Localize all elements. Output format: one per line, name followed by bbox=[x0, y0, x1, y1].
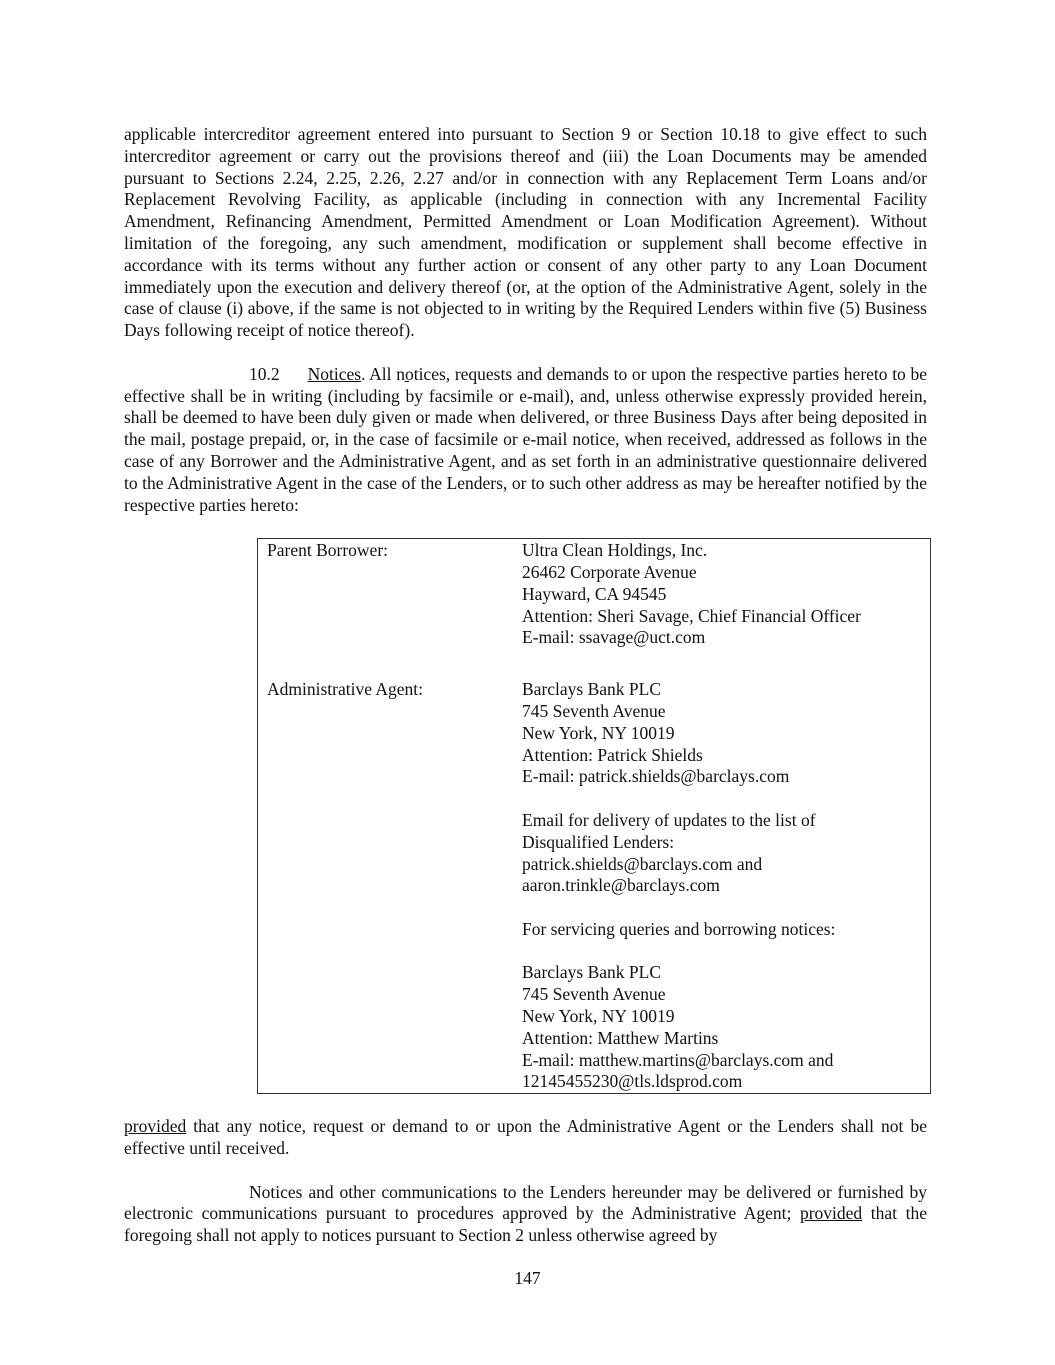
address-line: Barclays Bank PLC bbox=[522, 679, 662, 700]
attention-line: Attention: Patrick Shields bbox=[522, 744, 703, 765]
section-text: . All notices, requests and demands to or upon the respective parties hereto to be effective shall be in writing (including by facsimile or e-mail), and, unless otherwise expressly provided herein, shall be deemed to have been duly given or made when delivered, or three Business Days after being deposited in the mail, postage prepaid, or, in the case of facsimile or e-mail notice, when received, addressed as follows in the case of any Borrower and the Administrative Agent, and as set forth in an administrative questionnaire delivered to the Administrative Agent in the case of the Lenders, or to such other address as may be hereafter notified by the respective parties hereto: bbox=[124, 363, 927, 515]
disqualified-lenders-line: Disqualified Lenders: bbox=[522, 831, 675, 852]
provided-term: provided bbox=[799, 1203, 863, 1224]
electronic-communications-paragraph bbox=[124, 1182, 927, 1247]
provided-term: provided bbox=[124, 1116, 187, 1137]
address-line: New York, NY 10019 bbox=[522, 1006, 675, 1027]
email-line: E-mail: matthew.martins@barclays.com and bbox=[522, 1049, 834, 1070]
address-line: Hayward, CA 94545 bbox=[522, 583, 667, 604]
address-line: New York, NY 10019 bbox=[522, 722, 675, 743]
spacer bbox=[522, 941, 926, 963]
address-line: 745 Seventh Avenue bbox=[522, 700, 666, 721]
disqualified-lenders-line: aaron.trinkle@barclays.com bbox=[522, 875, 720, 896]
administrative-agent-label: Administrative Agent: bbox=[267, 679, 424, 700]
attention-line: Attention: Matthew Martins bbox=[522, 1027, 719, 1048]
table-row-parent-borrower bbox=[258, 539, 931, 679]
servicing-heading: For servicing queries and borrowing notices: bbox=[522, 918, 836, 939]
notices-address-table bbox=[257, 538, 931, 1094]
parent-borrower-address bbox=[522, 539, 931, 679]
administrative-agent-address bbox=[522, 679, 931, 1094]
disqualified-lenders-line: patrick.shields@barclays.com and bbox=[522, 853, 763, 874]
paragraph-text: that the foregoing shall not apply to notices pursuant to Section 2 unless otherwise agreed by bbox=[124, 1203, 927, 1246]
paragraph-text: Notices and other communications to the Lenders hereunder may be delivered or furnished by electronic communications pursuant to procedures approved by the Administrative Agent; bbox=[124, 1181, 927, 1224]
attention-line: Attention: Sheri Savage, Chief Financial Officer bbox=[522, 605, 861, 626]
email-line: E-mail: patrick.shields@barclays.com bbox=[522, 766, 790, 787]
disqualified-lenders-line: Email for delivery of updates to the list of bbox=[522, 809, 816, 830]
email-line: 12145455230@tls.ldsprod.com bbox=[522, 1071, 743, 1092]
provided-text: that any notice, request or demand to or upon the Administrative Agent or the Lenders shall not be effective until received. bbox=[124, 1116, 927, 1159]
paragraph-amendments-continued: applicable intercreditor agreement entered into pursuant to Section 9 or Section 10.18 to give effect to such intercreditor agreement or carry out the provisions thereof and (iii) the Loan Documents may be amended pursuant to Sections 2.24, 2.25, 2.26, 2.27 and/or in connection with any Replacement Term Loans and/or Replacement Revolving Facility, as applicable (including in connection with any Incremental Facility Amendment, Refinancing Amendment, Permitted Amendment or Loan Modification Agreement). Without limitation of the foregoing, any such amendment, modification or supplement shall become effective in accordance with its terms without any further action or consent of any other party to any Loan Document immediately upon the execution and delivery thereof (or, at the option of the Administrative Agent, solely in the case of clause (i) above, if the same is not objected to in writing by the Required Lenders within five (5) Business Days following receipt of notice thereof). bbox=[124, 124, 927, 341]
section-title: Notices bbox=[307, 363, 362, 384]
spacer bbox=[522, 788, 926, 810]
email-line: E-mail: ssavage@uct.com bbox=[522, 627, 706, 648]
spacer bbox=[522, 649, 926, 679]
address-line: Barclays Bank PLC bbox=[522, 962, 662, 983]
table-row-administrative-agent bbox=[258, 679, 931, 1094]
page-number: 147 bbox=[514, 1268, 541, 1288]
section-number-gap bbox=[280, 364, 308, 386]
spacer bbox=[522, 897, 926, 919]
section-number: 10.2 bbox=[249, 363, 280, 384]
address-line: 26462 Corporate Avenue bbox=[522, 561, 697, 582]
document-page bbox=[124, 124, 927, 1247]
provided-notice-paragraph bbox=[124, 1116, 927, 1160]
parent-borrower-label: Parent Borrower: bbox=[267, 540, 389, 561]
address-line: Ultra Clean Holdings, Inc. bbox=[522, 540, 708, 561]
address-line: 745 Seventh Avenue bbox=[522, 984, 666, 1005]
section-10-2-notices-paragraph bbox=[124, 364, 927, 517]
